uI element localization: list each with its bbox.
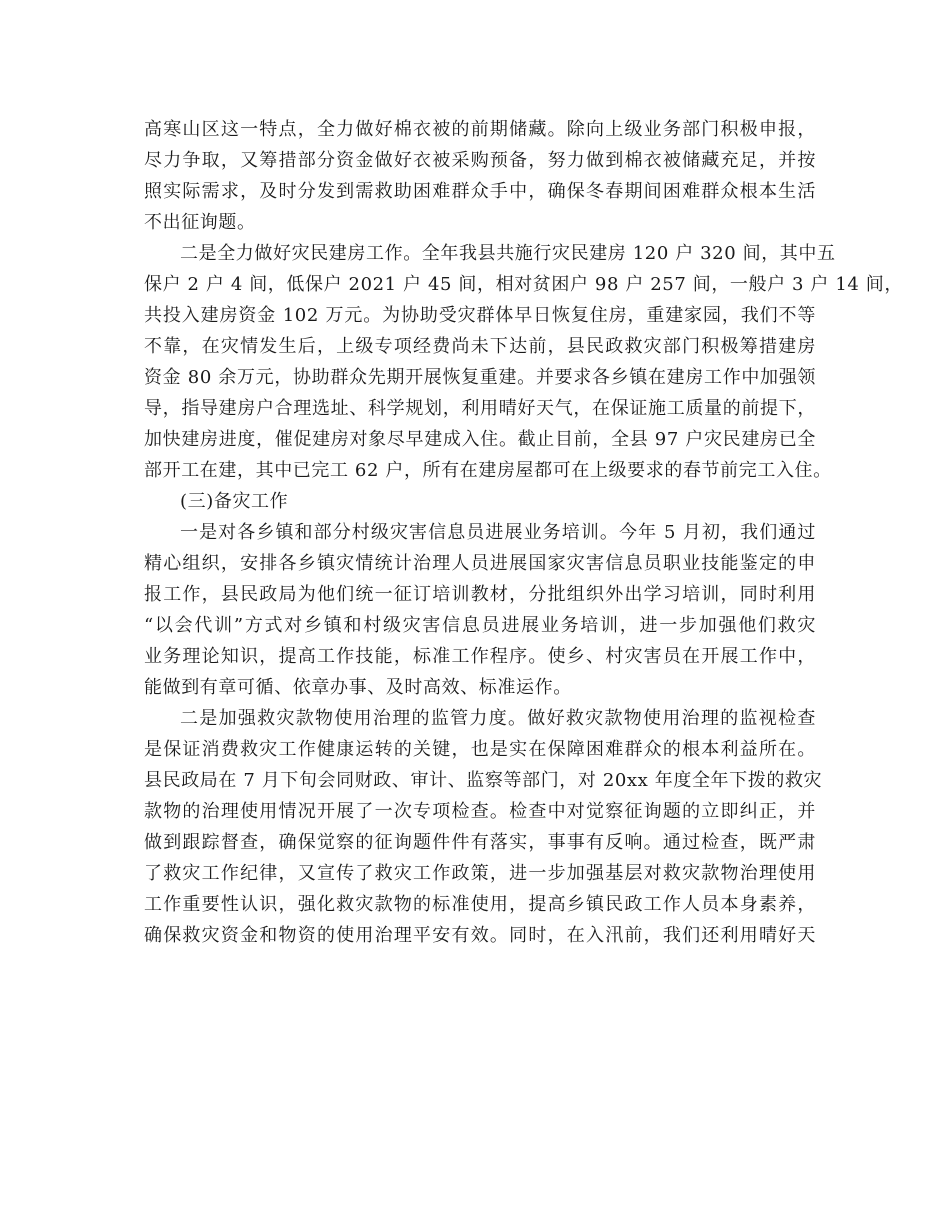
text-line: 照实际需求，及时分发到需救助困难群众手中，确保冬春期间困难群众根本生活 <box>144 181 816 202</box>
text-line: 资金 80 余万元，协助群众先期开展恢复重建。并要求各乡镇在建房工作中加强领 <box>144 367 816 388</box>
text-line: 导，指导建房户合理选址、科学规划，利用晴好天气，在保证施工质量的前提下， <box>144 398 816 419</box>
text-line: 是保证消费救灾工作健康运转的关键，也是实在保障困难群众的根本利益所在。 <box>144 739 816 760</box>
text-line: 业务理论知识，提高工作技能，标准工作程序。使乡、村灾害员在开展工作中， <box>144 646 816 667</box>
text-line: 二是加强救灾款物使用治理的监管力度。做好救灾款物使用治理的监视检查 <box>180 708 816 729</box>
text-line: 共投入建房资金 102 万元。为协助受灾群体早日恢复住房，重建家园，我们不等 <box>144 305 816 326</box>
text-line: 不靠，在灾情发生后，上级专项经费尚未下达前，县民政救灾部门积极筹措建房 <box>144 336 816 357</box>
text-line: 不出征询题。 <box>144 212 256 233</box>
text-line: 县民政局在 7 月下旬会同财政、审计、监察等部门，对 20xx 年度全年下拨的救灾 <box>144 770 823 791</box>
text-line: 保户 2 户 4 间，低保户 2021 户 45 间，相对贫困户 98 户 257 间，一般户 3 户 14 间， <box>144 274 903 295</box>
text-line: 款物的治理使用情况开展了一次专项检查。检查中对觉察征询题的立即纠正，并 <box>144 801 816 822</box>
text-line: 工作重要性认识，强化救灾款物的标准使用，提高乡镇民政工作人员本身素养， <box>144 894 816 915</box>
text-line: 高寒山区这一特点，全力做好棉衣被的前期储藏。除向上级业务部门积极申报， <box>144 119 816 140</box>
section-heading: (三)备灾工作 <box>180 491 289 512</box>
document-body <box>144 114 903 951</box>
text-line: 确保救灾资金和物资的使用治理平安有效。同时，在入汛前，我们还利用晴好天 <box>144 925 816 946</box>
text-line: 加快建房进度，催促建房对象尽早建成入住。截止目前，全县 97 户灾民建房已全 <box>144 429 816 450</box>
text-line: 报工作，县民政局为他们统一征订培训教材，分批组织外出学习培训，同时利用 <box>144 584 816 605</box>
text-line: 一是对各乡镇和部分村级灾害信息员进展业务培训。今年 5 月初，我们通过 <box>180 522 816 543</box>
text-line: 做到跟踪督查，确保觉察的征询题件件有落实，事事有反响。通过检查，既严肃 <box>144 832 816 853</box>
text-line: 精心组织，安排各乡镇灾情统计治理人员进展国家灾害信息员职业技能鉴定的申 <box>144 553 816 574</box>
text-line: “以会代训”方式对乡镇和村级灾害信息员进展业务培训，进一步加强他们救灾 <box>144 615 816 636</box>
text-line: 能做到有章可循、依章办事、及时高效、标准运作。 <box>144 677 572 698</box>
text-line: 尽力争取，又筹措部分资金做好衣被采购预备，努力做到棉衣被储藏充足，并按 <box>144 150 816 171</box>
text-line: 部开工在建，其中已完工 62 户，所有在建房屋都可在上级要求的春节前完工入住。 <box>144 460 832 481</box>
text-line: 二是全力做好灾民建房工作。全年我县共施行灾民建房 120 户 320 间，其中五 <box>180 243 836 264</box>
text-line: 了救灾工作纪律，又宣传了救灾工作政策，进一步加强基层对救灾款物治理使用 <box>144 863 816 884</box>
